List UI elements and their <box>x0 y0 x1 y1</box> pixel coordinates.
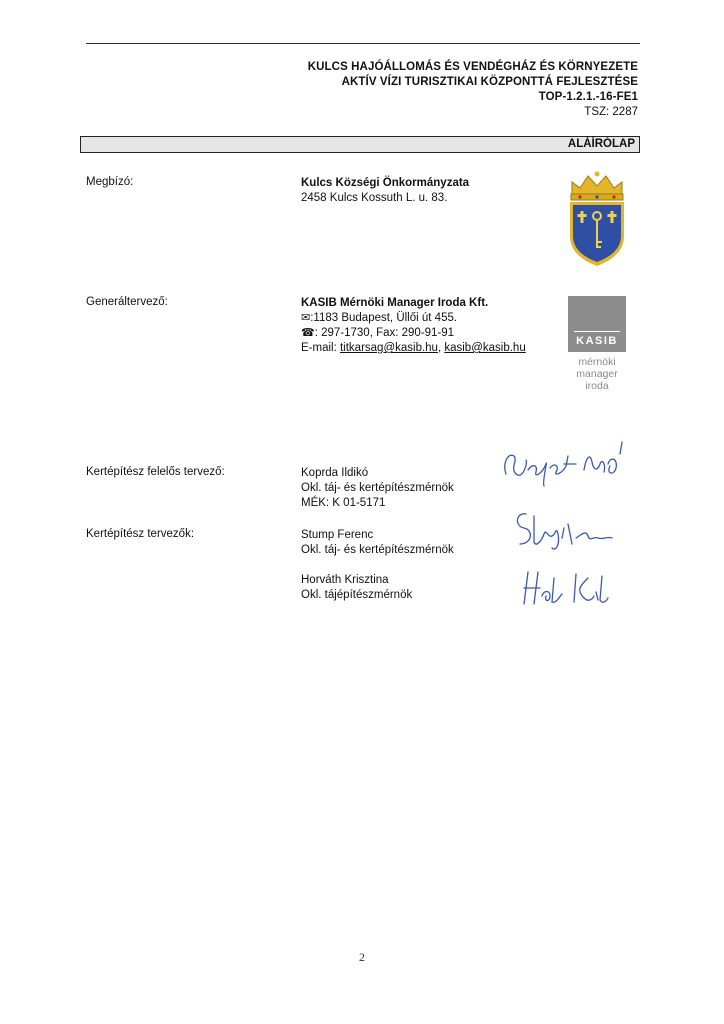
section-bar <box>80 136 640 153</box>
tervezok-value <box>301 528 454 603</box>
tervezo-1-name: Stump Ferenc <box>301 529 374 541</box>
generaltervezo-value <box>301 296 526 356</box>
felelos-label: Kertépítész felelős tervező: <box>86 466 225 478</box>
megbizo-address: 2458 Kulcs Kossuth L. u. 83. <box>301 192 448 204</box>
signature-koprda <box>498 434 632 490</box>
generaltervezo-phone-line <box>301 326 526 341</box>
felelos-mek: MÉK: K 01-5171 <box>301 497 386 509</box>
coat-of-arms-icon <box>566 170 628 268</box>
email-prefix: E-mail: <box>301 342 340 354</box>
kasib-logo <box>568 296 626 392</box>
kasib-logo-box <box>568 296 626 352</box>
generaltervezo-email-line <box>301 341 526 356</box>
generaltervezo-address: :1183 Budapest, Üllői út 455. <box>310 312 458 324</box>
megbizo-name: Kulcs Községi Önkormányzata <box>301 177 470 189</box>
top-rule <box>86 43 640 44</box>
document-header <box>308 60 638 120</box>
kasib-tagline <box>568 356 626 392</box>
felelos-name: Koprda Ildikó <box>301 467 369 479</box>
megbizo-label: Megbízó: <box>86 176 134 188</box>
signature-horvath <box>518 566 614 610</box>
signature-stump <box>512 504 616 554</box>
felelos-title: Okl. táj- és kertépítészmérnök <box>301 482 454 494</box>
section-title: ALÁÍRÓLAP <box>567 138 635 150</box>
generaltervezo-label: Generáltervező: <box>86 296 168 308</box>
generaltervezo-name: KASIB Mérnöki Manager Iroda Kft. <box>301 297 489 309</box>
felelos-value <box>301 466 454 511</box>
kasib-brand: KASIB <box>576 335 618 347</box>
email-separator: , <box>437 342 445 354</box>
tervezok-label: Kertépítész tervezők: <box>86 528 195 540</box>
generaltervezo-address-line <box>301 311 526 326</box>
tervezo-1-title: Okl. táj- és kertépítészmérnök <box>301 544 454 556</box>
page-number: 2 <box>359 950 365 964</box>
envelope-icon: ✉ <box>301 312 311 324</box>
generaltervezo-phone: : 297-1730, Fax: 290-91-91 <box>314 327 455 339</box>
header-line-2: AKTÍV VÍZI TURISZTIKAI KÖZPONTTÁ FEJLESZTÉSE <box>341 76 638 88</box>
kasib-tagline-1: mérnöki <box>578 356 616 368</box>
email-link-titkarsag[interactable]: titkarsag@kasib.hu <box>339 342 438 354</box>
email-link-kasib[interactable]: kasib@kasib.hu <box>444 342 526 354</box>
tervezo-2-title: Okl. tájépítészmérnök <box>301 589 413 601</box>
kasib-tagline-3: iroda <box>585 380 609 392</box>
kasib-tagline-2: manager <box>576 368 618 380</box>
header-line-1: KULCS HAJÓÁLLOMÁS ÉS VENDÉGHÁZ ÉS KÖRNYEZETE <box>307 61 638 73</box>
phone-icon: ☎ <box>301 327 315 339</box>
header-line-4: TSZ: 2287 <box>584 106 638 118</box>
megbizo-value <box>301 176 469 206</box>
header-line-3: TOP-1.2.1.-16-FE1 <box>538 91 638 103</box>
tervezo-2-name: Horváth Krisztina <box>301 574 389 586</box>
